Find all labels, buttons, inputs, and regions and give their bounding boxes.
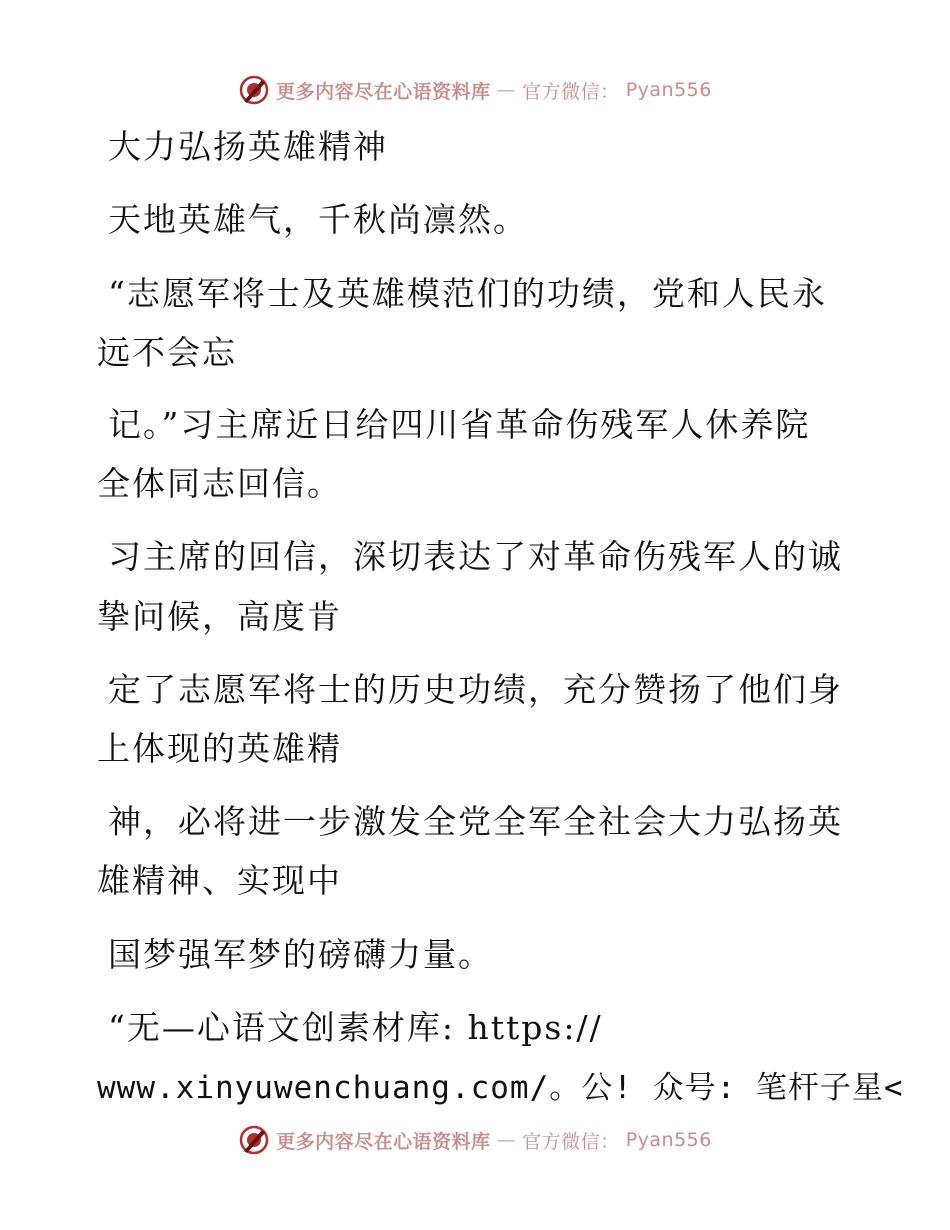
paragraph-line: 雄精神、实现中: [97, 861, 342, 900]
paragraph-line: 远不会忘: [97, 333, 237, 372]
paragraph-line: 挚问候，高度肯: [97, 597, 342, 636]
banner-separator: —: [496, 79, 517, 101]
paragraph-line: 上体现的英雄精: [97, 729, 342, 768]
paragraph-line: 全体同志回信。: [97, 464, 342, 503]
banner-wechat-label: 官方微信：: [522, 1130, 620, 1153]
paragraph-line: 定了志愿军将士的历史功绩，充分赞扬了他们身: [108, 670, 843, 709]
paragraph-line: 国梦强军梦的磅礴力量。: [108, 935, 493, 974]
banner-main-text: 更多内容尽在心语资料库: [276, 1130, 491, 1153]
paragraph-line: 习主席的回信，深切表达了对革命伤残军人的诚: [108, 537, 843, 576]
paragraph-line: 天地英雄气，千秋尚凛然。: [108, 200, 528, 239]
paragraph-line: www.xinyuwenchuang.com/。公! 众号: 笔杆子星<: [97, 1070, 904, 1106]
banner-wechat-label: 官方微信：: [522, 80, 620, 103]
paragraph-line: “无—心语文创素材库: https://: [108, 1008, 603, 1047]
banner-wechat-id: Pyan556: [625, 1129, 712, 1151]
paragraph-line: “志愿军将士及英雄模范们的功绩，党和人民永: [108, 274, 827, 313]
banner-separator: —: [496, 1129, 517, 1151]
banner-main-text: 更多内容尽在心语资料库: [276, 80, 491, 103]
paragraph-line: 神，必将进一步激发全党全军全社会大力弘扬英: [108, 802, 843, 841]
paragraph-line: 记。”习主席近日给四川省革命伤残军人休养院: [108, 405, 811, 444]
document-title: 大力弘扬英雄精神: [108, 127, 388, 166]
quill-seal-icon: [238, 1124, 270, 1156]
banner-wechat-id: Pyan556: [625, 79, 712, 101]
footer-banner: [0, 1120, 950, 1160]
